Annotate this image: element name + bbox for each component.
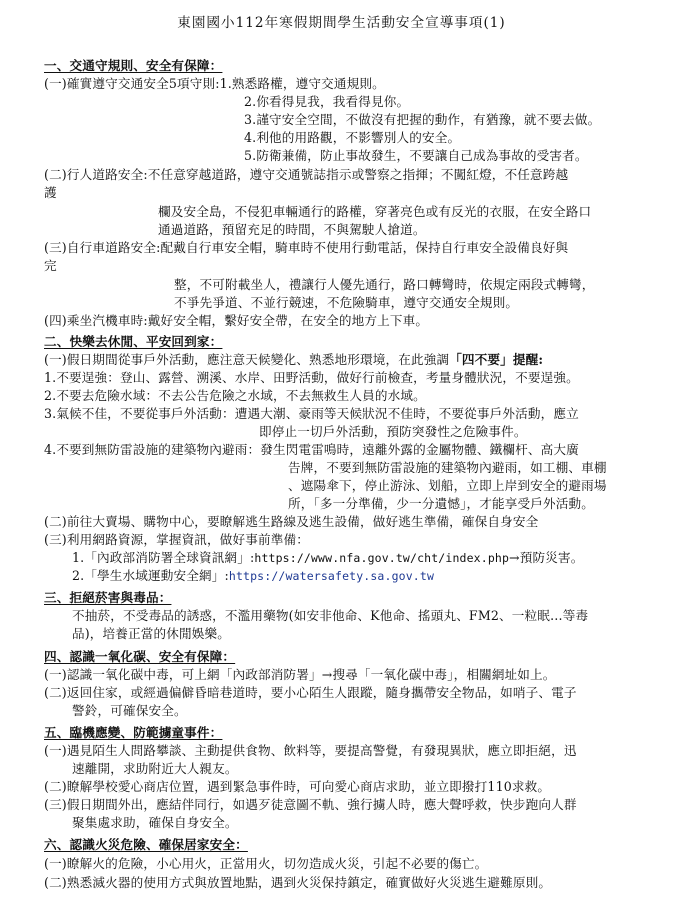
s3-paragraph-line-2: 品)，培養正當的休閒娛樂。 (72, 626, 230, 641)
s4-item-2-line-2: 警鈴，可確保安全。 (72, 703, 187, 718)
s1-item-4: (四)乘坐汽機車時:戴好安全帽，繫好安全帶，在安全的地方上下車。 (44, 313, 429, 328)
s1-item-3-line-4: 不爭先爭道、不並行競速，不危險騎車，遵守交通安全規則。 (174, 295, 519, 310)
s2-point-1: 1.不要逞強：登山、露營、溯溪、水岸、田野活動，做好行前檢查，考量身體狀況，不要逞強。 (44, 370, 579, 385)
s2-link-2-row (72, 567, 434, 585)
s2-point-4-line-2: 告牌，不要到無防雷設施的建築物內避雨，如工棚、車棚 (288, 460, 607, 475)
section-6-heading: 六、認識火災危險、確保居家安全： (44, 837, 248, 852)
s1-item-2-line-2: 護 (44, 185, 57, 200)
s5-item-3-line-1: (三)假日期間外出，應結伴同行，如遇歹徒意圖不軌、強行擄人時，應大聲呼救，快步跑向人群 (44, 797, 577, 812)
four-donts-callout: 「四不要」提醒: (449, 352, 544, 367)
s2-item-3: (三)利用網路資源，掌握資訊，做好事前準備： (44, 532, 310, 547)
s2-point-4-line-3: 、遮陽傘下，停止游泳、划船，立即上岸到安全的避雨場 (288, 478, 607, 493)
s2-link-1-label: 1.「內政部消防署全球資訊網」: (72, 550, 255, 565)
s2-item-2: (二)前往大賣場、購物中心，要瞭解逃生路線及逃生設備，做好逃生準備，確保自身安全 (44, 514, 539, 529)
s1-item-3-line-3: 整，不可附載坐人，禮讓行人優先通行，路口轉彎時，依規定兩段式轉彎， (174, 277, 595, 292)
s5-item-3-line-2: 聚集處求助，確保自身安全。 (72, 815, 238, 830)
s5-item-1-line-1: (一)遇見陌生人問路攀談、主動提供食物、飲料等，要提高警覺，有發現異狀，應立即拒絕，迅 (44, 743, 577, 758)
s1-item-3-line-1: (三)自行車道路安全:配戴自行車安全帽，騎車時不使用行動電話，保持自行車安全設備良好與 (44, 240, 569, 255)
s4-item-2-line-1: (二)返回住家，或經過偏僻昏暗巷道時，要小心陌生人跟蹤，隨身攜帶安全物品，如哨子、電子 (44, 685, 577, 700)
s2-intro (44, 351, 543, 368)
s2-point-4-line-4: 所，「多一分準備，少一分遺憾」，才能享受戶外活動。 (288, 496, 594, 511)
s1-item-1: (一)確實遵守交通安全5項守則:1.熟悉路權，遵守交通規則。 (44, 76, 385, 91)
section-2-heading: 二、快樂去休閒、平安回到家： (44, 334, 223, 349)
s1-rule-5: 5.防衛兼備，防止事故發生，不要讓自己成為事故的受害者。 (244, 148, 588, 163)
s3-paragraph-line-1: 不抽菸，不受毒品的誘惑，不濫用藥物(如安非他命、K他命、搖頭丸、FM2、一粒眠…等毒 (72, 608, 589, 623)
nfa-link[interactable]: https://www.nfa.gov.tw/cht/index.php (254, 551, 510, 565)
s2-point-4-line-1: 4.不要到無防雷設施的建築物內避雨：發生閃電雷鳴時，遠離外露的金屬物體、鐵欄杆、高大廣 (44, 442, 579, 457)
s1-item-3-line-2: 完 (44, 258, 57, 273)
s5-item-1-line-2: 速離開，求助附近大人親友。 (72, 761, 238, 776)
s6-item-2: (二)熟悉滅火器的使用方式與放置地點，遇到火災保持鎮定，確實做好火災逃生避難原則。 (44, 875, 552, 890)
s1-rule-2: 2.你看得見我，我看得見你。 (244, 94, 410, 109)
s2-link-1-suffix: →預防災害。 (509, 550, 584, 565)
s2-point-3-line-2: 即停止一切戶外活動，預防突發性之危險事件。 (259, 424, 527, 439)
s1-rule-4: 4.利他的用路觀，不影響別人的安全。 (244, 130, 461, 145)
document-title: 東園國小112年寒假期間學生活動安全宣導事項(1) (177, 15, 506, 31)
section-1-heading: 一、交通守規則、安全有保障： (44, 58, 223, 73)
s2-link-2-label: 2.「學生水域運動安全網」: (72, 568, 229, 583)
section-3-heading: 三、拒絕菸害與毒品： (44, 590, 172, 605)
s1-rule-3: 3.謹守安全空間，不做沒有把握的動作，有猶豫，就不要去做。 (244, 112, 601, 127)
s1-item-2-line-1: (二)行人道路安全:不任意穿越道路，遵守交通號誌指示或警察之指揮；不闖紅燈，不任意跨越 (44, 167, 569, 182)
s2-point-3-line-1: 3.氣候不佳，不要從事戶外活動：遭遇大潮、豪雨等天候狀況不佳時，不要從事戶外活動，應立 (44, 406, 579, 421)
s1-item-2-line-4: 通過道路，預留充足的時間，不與駕駛人搶道。 (158, 222, 426, 237)
section-4-heading: 四、認識一氧化碳、安全有保障： (44, 649, 236, 664)
section-5-heading: 五、臨機應變、防範擄童事件： (44, 725, 223, 740)
s4-item-1: (一)認識一氧化碳中毒，可上網「內政部消防署」→搜尋「一氧化碳中毒」，相關網址如上。 (44, 667, 556, 682)
watersafety-link[interactable]: https://watersafety.sa.gov.tw (228, 569, 435, 583)
s2-link-1-row (72, 549, 583, 567)
s2-intro-text: (一)假日期間從事戶外活動，應注意天候變化、熟悉地形環境，在此強調 (44, 352, 450, 367)
s5-item-2: (二)瞭解學校愛心商店位置，遇到緊急事件時，可向愛心商店求助，並立即撥打110求救。 (44, 779, 551, 794)
s6-item-1: (一)瞭解火的危險，小心用火，正當用火，切勿造成火災，引起不必要的傷亡。 (44, 856, 488, 871)
s2-point-2: 2.不要去危險水域：不去公告危險之水域，不去無救生人員的水域。 (44, 388, 426, 403)
s1-item-2-line-3: 欄及安全島，不侵犯車輛通行的路權，穿著亮色或有反光的衣服，在安全路口 (158, 204, 592, 219)
